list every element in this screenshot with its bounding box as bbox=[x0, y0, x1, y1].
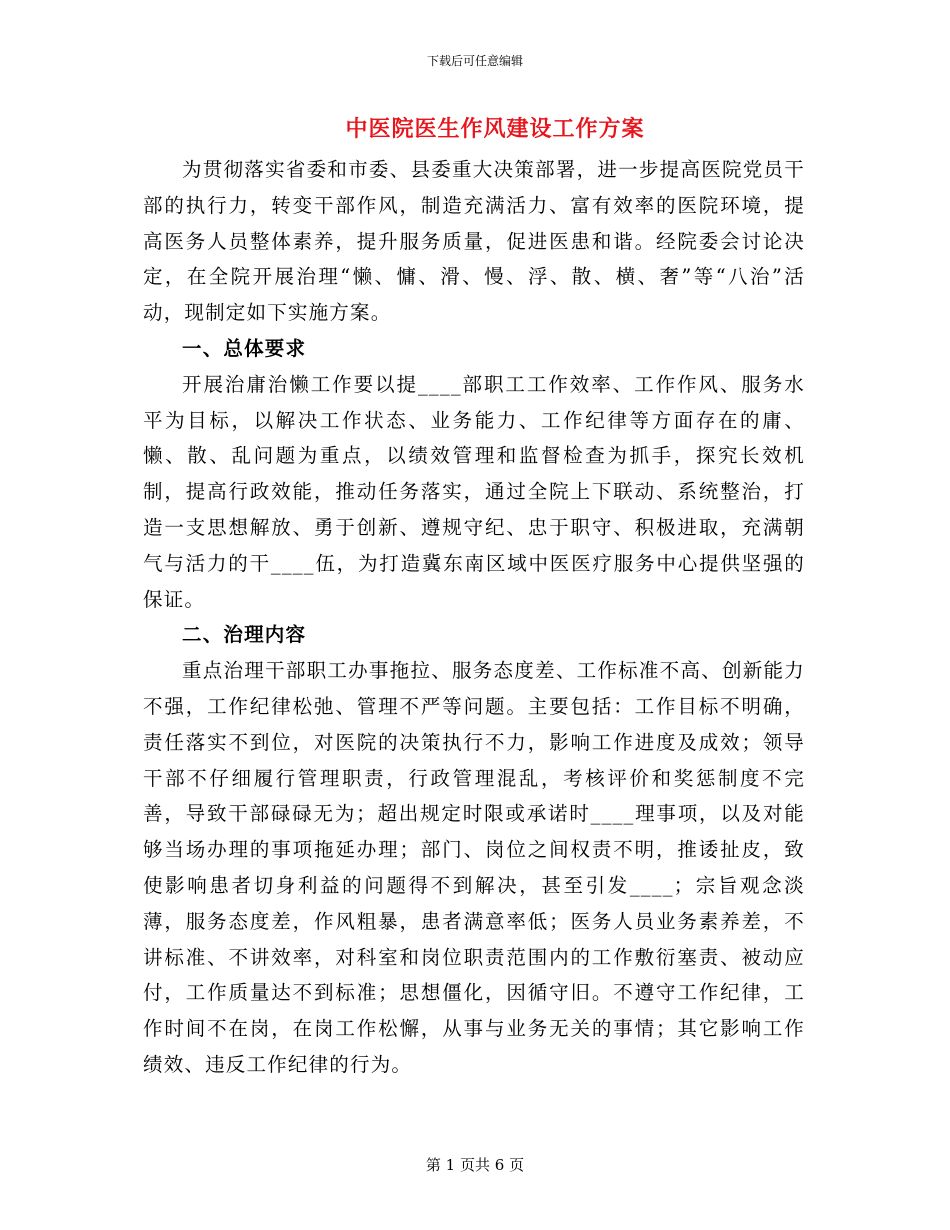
section-heading-governance-content: 二、治理内容 bbox=[182, 623, 307, 647]
document-title: 中医院医生作风建设工作方案 bbox=[345, 116, 645, 142]
section-text-general-requirements: 开展治庸治懒工作要以提____部职工工作效率、工作作风、服务水平为目标，以解决工作状态、业务能力、工作纪律等方面存在的庸、懒、散、乱问题为重点，以绩效管理和监督检查为抓手，探究长效机制，提高行政效能，推动任务落实，通过全院上下联动、系统整治，打造一支思想解放、勇于创新、遵规守纪、忠于职守、积极进取，充满朝气与活力的干____伍，为打造冀东南区域中医医疗服务中心提供坚强的保证。 bbox=[143, 372, 805, 611]
section-heading-general-requirements: 一、总体要求 bbox=[182, 336, 307, 360]
page-header: 下载后可任意编辑 bbox=[426, 54, 523, 68]
document-body bbox=[143, 152, 805, 1083]
page-footer: 第 1 页共 6 页 bbox=[425, 1156, 525, 1174]
section-text-governance-content: 重点治理干部职工办事拖拉、服务态度差、工作标准不高、创新能力不强，工作纪律松弛、管理不严等问题。主要包括：工作目标不明确，责任落实不到位，对医院的决策执行不力，影响工作进度及成效；领导干部不仔细履行管理职责，行政管理混乱，考核评价和奖惩制度不完善，导致干部碌碌无为；超出规定时限或承诺时____理事项，以及对能够当场办理的事项拖延办理；部门、岗位之间权责不明，推诿扯皮，致使影响患者切身利益的问题得不到解决，甚至引发____；宗旨观念淡薄，服务态度差，作风粗暴，患者满意率低；医务人员业务素养差，不讲标准、不讲效率，对科室和岗位职责范围内的工作敷衍塞责、被动应付，工作质量达不到标准；思想僵化，因循守旧。不遵守工作纪律，工作时间不在岗，在岗工作松懈，从事与业务无关的事情；其它影响工作绩效、违反工作纪律的行为。 bbox=[143, 659, 805, 1076]
intro-paragraph: 为贯彻落实省委和市委、县委重大决策部署，进一步提高医院党员干部的执行力，转变干部作风，制造充满活力、富有效率的医院环境，提高医务人员整体素养，提升服务质量，促进医患和谐。经院委会讨论决定，在全院开展治理“懒、慵、滑、慢、浮、散、横、奢”等“八治”活动，现制定如下实施方案。 bbox=[143, 158, 805, 325]
